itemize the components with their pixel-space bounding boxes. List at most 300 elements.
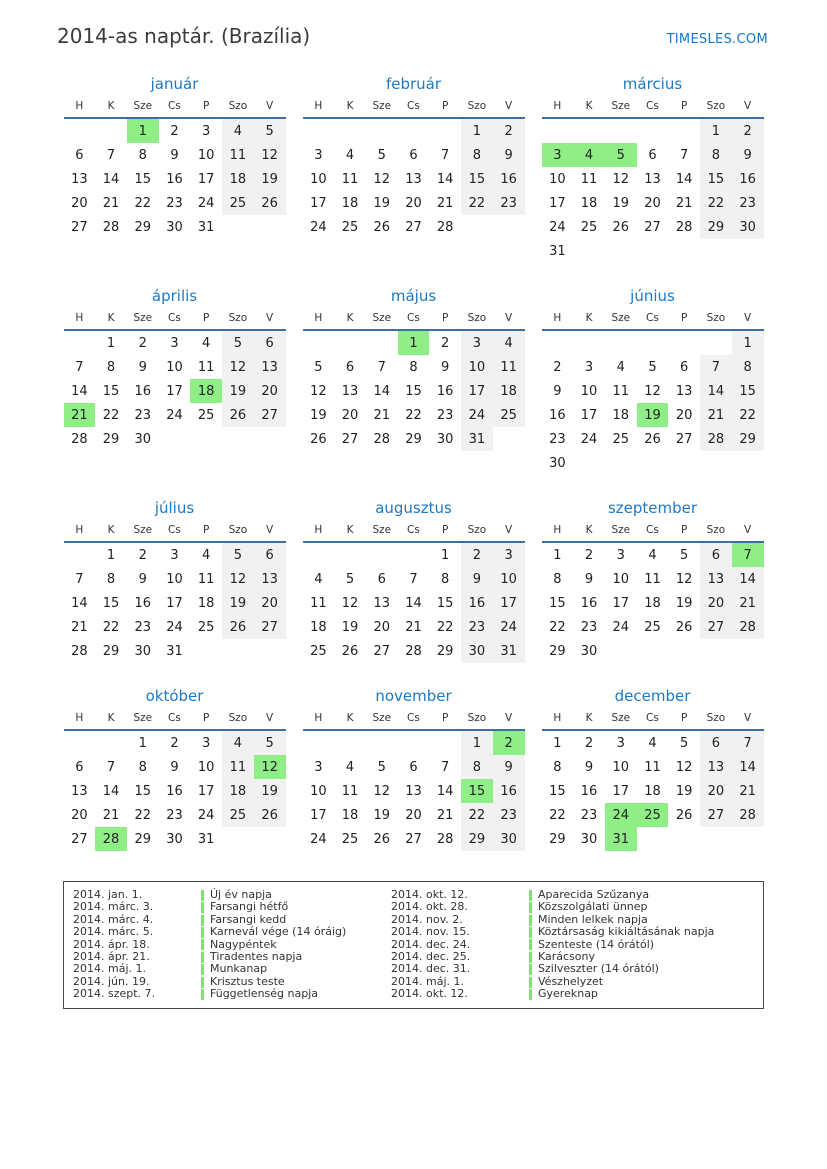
weekday-header: Szo [222, 312, 254, 330]
day-cell: 6 [409, 759, 418, 775]
empty-cell [700, 330, 732, 355]
weekday-header: H [64, 712, 96, 730]
day-cell: 29 [700, 215, 732, 239]
empty-cell [605, 118, 637, 143]
month-grid [64, 100, 286, 239]
day-cell: 1 [461, 118, 493, 143]
weekday-header: Cs [159, 100, 191, 118]
month-december [542, 687, 764, 851]
day-cell: 5 [254, 730, 286, 755]
day-cell: 29 [405, 431, 422, 447]
month-grid [542, 100, 764, 263]
day-cell: 19 [675, 783, 693, 799]
holiday-date: 2014. márc. 5. [73, 925, 154, 939]
day-cell: 8 [106, 571, 116, 587]
weekday-header: Szo [222, 524, 254, 542]
page-title: 2014-as naptár. (Brazília) [57, 24, 311, 48]
empty-cell [190, 639, 222, 663]
day-cell: 24 [461, 403, 493, 427]
day-cell: 3 [202, 123, 211, 139]
day-cell: 14 [700, 379, 732, 403]
holiday-marker-icon [201, 915, 204, 926]
day-cell: 16 [549, 407, 566, 423]
day-cell: 17 [310, 807, 327, 823]
day-cell: 18 [341, 195, 359, 211]
holiday-name: Aparecida Szűzanya [529, 889, 649, 901]
day-cell: 6 [700, 730, 732, 755]
day-cell: 20 [405, 807, 422, 823]
day-cell: 25 [197, 407, 215, 423]
day-cell: 5 [314, 359, 323, 375]
day-cell: 2 [553, 359, 562, 375]
weekday-header: H [542, 712, 574, 730]
legend-col-left [64, 889, 391, 1001]
day-cell: 20 [700, 779, 732, 803]
day-cell: 30 [580, 643, 598, 659]
day-cell: 23 [166, 807, 183, 823]
day-cell: 20 [644, 195, 661, 211]
day-cell: 1 [138, 735, 147, 751]
legend-row [391, 926, 763, 938]
day-cell: 22 [436, 619, 454, 635]
day-cell: 30 [580, 831, 598, 847]
day-cell: 24 [612, 619, 630, 635]
day-cell: 14 [732, 567, 764, 591]
day-cell: 17 [197, 783, 215, 799]
day-cell: 31 [493, 639, 525, 663]
day-cell: 13 [341, 383, 359, 399]
empty-cell [573, 451, 605, 475]
day-cell: 7 [732, 730, 764, 755]
weekday-header: Cs [398, 712, 430, 730]
day-cell: 8 [461, 755, 493, 779]
day-cell: 24 [166, 407, 183, 423]
day-cell: 6 [345, 359, 355, 375]
holiday-name: Karácsony [529, 951, 595, 963]
day-cell: 23 [436, 407, 454, 423]
day-cell: 27 [700, 615, 732, 639]
day-cell: 30 [493, 827, 525, 851]
empty-cell [573, 239, 605, 263]
day-cell: 9 [138, 359, 147, 375]
day-cell: 11 [644, 759, 661, 775]
day-cell: 4 [202, 547, 211, 563]
weekday-header: V [493, 312, 525, 330]
weekday-header: Cs [159, 524, 191, 542]
weekday-header: V [732, 524, 764, 542]
day-cell: 15 [102, 383, 120, 399]
day-cell: 23 [134, 407, 152, 423]
weekday-header: Cs [637, 524, 669, 542]
day-cell: 5 [222, 330, 254, 355]
day-cell: 11 [612, 383, 630, 399]
day-cell: 21 [373, 407, 391, 423]
weekday-header: Sze [605, 712, 637, 730]
day-cell: 25 [580, 219, 598, 235]
day-cell: 13 [644, 171, 661, 187]
day-cell: 7 [106, 147, 116, 163]
day-cell: 16 [580, 595, 598, 611]
holiday-marker-icon [529, 952, 532, 963]
day-cell: 27 [675, 431, 693, 447]
day-cell: 27 [254, 403, 286, 427]
day-cell: 10 [493, 567, 525, 591]
weekday-header: H [542, 100, 574, 118]
weekday-header: Sze [366, 712, 398, 730]
day-cell: 26 [373, 219, 391, 235]
day-cell: 11 [222, 755, 254, 779]
month-grid [303, 712, 525, 851]
day-cell: 3 [616, 735, 625, 751]
day-cell: 4 [648, 735, 657, 751]
holiday-marker-icon [529, 915, 532, 926]
weekday-header: Sze [366, 100, 398, 118]
holiday-date: 2014. máj. 1. [73, 962, 146, 976]
day-cell: 1 [732, 330, 764, 355]
day-cell: 4 [345, 759, 355, 775]
day-cell: 8 [409, 359, 418, 375]
day-cell: 15 [405, 383, 422, 399]
day-cell: 4 [314, 571, 323, 587]
day-cell: 2 [461, 542, 493, 567]
site-link[interactable]: TIMESLES.COM [666, 32, 768, 47]
weekday-header: K [95, 712, 127, 730]
day-cell: 8 [138, 759, 147, 775]
weekday-header: P [668, 524, 700, 542]
day-cell: 15 [732, 379, 764, 403]
empty-cell [732, 239, 764, 263]
day-cell: 15 [461, 779, 493, 803]
empty-cell [254, 639, 286, 663]
month-szeptember [542, 499, 764, 663]
month-február [303, 75, 525, 239]
month-grid [64, 312, 286, 451]
day-cell: 22 [549, 619, 566, 635]
day-cell: 5 [254, 118, 286, 143]
holiday-marker-icon [201, 890, 204, 901]
day-cell: 5 [222, 542, 254, 567]
weekday-header: Szo [222, 712, 254, 730]
day-cell: 4 [222, 730, 254, 755]
empty-cell [461, 215, 493, 239]
holiday-name: Karnevál vége (14 óráig) [201, 926, 346, 938]
day-cell: 1 [441, 547, 450, 563]
month-grid [542, 524, 764, 663]
day-cell: 4 [202, 335, 211, 351]
month-title: július [154, 499, 195, 517]
empty-cell [222, 215, 254, 239]
empty-cell [605, 639, 637, 663]
empty-cell [429, 730, 461, 755]
holiday-date: 2014. okt. 12. [391, 888, 468, 901]
day-cell: 28 [71, 643, 88, 659]
day-cell: 21 [102, 807, 120, 823]
day-cell: 13 [373, 595, 391, 611]
weekday-header: Cs [637, 312, 669, 330]
day-cell: 15 [549, 595, 566, 611]
holiday-date: 2014. máj. 1. [391, 974, 464, 988]
weekday-header: K [95, 312, 127, 330]
holiday-marker-icon [201, 989, 204, 1000]
month-title: augusztus [375, 499, 452, 517]
day-cell: 24 [197, 195, 215, 211]
day-cell: 4 [345, 147, 355, 163]
day-cell: 27 [405, 219, 422, 235]
empty-cell [732, 827, 764, 851]
holiday-name: Vészhelyzet [529, 976, 603, 988]
day-cell: 10 [612, 571, 630, 587]
day-cell: 7 [680, 147, 689, 163]
day-cell: 14 [71, 595, 88, 611]
weekday-header: P [668, 100, 700, 118]
day-cell: 12 [254, 143, 286, 167]
day-cell: 26 [341, 643, 359, 659]
weekday-header: Cs [398, 524, 430, 542]
day-cell: 2 [584, 547, 594, 563]
day-cell: 2 [170, 123, 179, 139]
day-cell: 7 [377, 359, 386, 375]
day-cell: 29 [134, 831, 152, 847]
day-cell: 10 [549, 171, 566, 187]
holiday-date: 2014. márc. 4. [73, 912, 154, 926]
day-cell: 3 [461, 330, 493, 355]
day-cell: 24 [197, 807, 215, 823]
day-cell: 23 [580, 807, 598, 823]
day-cell: 5 [648, 359, 657, 375]
day-cell: 16 [134, 595, 152, 611]
month-title: október [145, 687, 204, 705]
holiday-date: 2014. dec. 31. [391, 962, 471, 976]
day-cell: 13 [254, 567, 286, 591]
day-cell: 31 [605, 827, 637, 851]
day-cell: 30 [166, 831, 183, 847]
empty-cell [254, 427, 286, 451]
weekday-header: K [573, 524, 605, 542]
day-cell: 3 [202, 735, 211, 751]
day-cell: 16 [436, 383, 454, 399]
holiday-name: Gyereknap [529, 988, 598, 1000]
day-cell: 1 [461, 730, 493, 755]
day-cell: 19 [373, 807, 391, 823]
day-cell: 18 [197, 595, 215, 611]
day-cell: 20 [341, 407, 359, 423]
day-cell: 1 [106, 335, 116, 351]
month-title: május [390, 287, 437, 305]
day-cell: 20 [405, 195, 422, 211]
day-cell: 30 [549, 455, 566, 471]
legend-col-right [391, 889, 763, 1001]
day-cell: 28 [71, 431, 88, 447]
day-cell: 23 [493, 803, 525, 827]
weekday-header: Sze [605, 100, 637, 118]
day-cell: 19 [222, 591, 254, 615]
day-cell: 8 [553, 571, 562, 587]
day-cell: 15 [461, 167, 493, 191]
holiday-name: Új év napja [201, 889, 272, 901]
day-cell: 12 [222, 355, 254, 379]
empty-cell [605, 239, 637, 263]
day-cell: 12 [222, 567, 254, 591]
day-cell: 29 [549, 643, 566, 659]
legend-row [73, 988, 391, 1000]
day-cell: 22 [102, 407, 120, 423]
weekday-header: H [64, 524, 96, 542]
day-cell: 9 [584, 571, 594, 587]
day-cell: 16 [580, 783, 598, 799]
day-cell: 28 [436, 831, 454, 847]
weekday-header: Szo [461, 524, 493, 542]
day-cell: 22 [405, 407, 422, 423]
day-cell: 3 [170, 335, 179, 351]
empty-cell [190, 427, 222, 451]
day-cell: 1 [398, 330, 430, 355]
weekday-header: H [64, 312, 96, 330]
holiday-date: 2014. dec. 24. [391, 937, 471, 951]
day-cell: 11 [341, 171, 359, 187]
empty-cell [700, 639, 732, 663]
day-cell: 22 [700, 191, 732, 215]
month-március [542, 75, 764, 263]
holiday-date: 2014. nov. 2. [391, 912, 463, 926]
day-cell: 10 [612, 759, 630, 775]
day-cell: 16 [166, 783, 183, 799]
day-cell: 20 [700, 591, 732, 615]
day-cell: 12 [675, 571, 693, 587]
day-cell: 8 [138, 147, 147, 163]
day-cell: 22 [134, 195, 152, 211]
day-cell: 9 [170, 147, 179, 163]
day-cell: 13 [71, 783, 88, 799]
day-cell: 10 [166, 571, 183, 587]
weekday-header: V [254, 312, 286, 330]
day-cell: 8 [106, 359, 116, 375]
day-cell: 30 [732, 215, 764, 239]
weekday-header: V [254, 100, 286, 118]
day-cell: 29 [436, 643, 454, 659]
empty-cell [95, 730, 127, 755]
holiday-marker-icon [201, 952, 204, 963]
day-cell: 15 [102, 595, 120, 611]
day-cell: 15 [134, 171, 152, 187]
day-cell: 13 [405, 783, 422, 799]
empty-cell [334, 542, 366, 567]
day-cell: 28 [405, 643, 422, 659]
day-cell: 26 [373, 831, 391, 847]
empty-cell [542, 118, 574, 143]
day-cell: 24 [310, 831, 327, 847]
month-július [64, 499, 286, 663]
month-grid [303, 524, 525, 663]
day-cell: 21 [732, 779, 764, 803]
empty-cell [334, 730, 366, 755]
day-cell: 7 [732, 542, 764, 567]
weekday-header: P [429, 524, 461, 542]
day-cell: 6 [75, 759, 84, 775]
month-grid [303, 100, 525, 239]
day-cell: 10 [580, 383, 598, 399]
day-cell: 20 [71, 807, 88, 823]
day-cell: 23 [134, 619, 152, 635]
day-cell: 26 [644, 431, 661, 447]
day-cell: 5 [345, 571, 355, 587]
weekday-header: V [254, 712, 286, 730]
weekday-header: Szo [700, 712, 732, 730]
month-grid [64, 712, 286, 851]
day-cell: 8 [732, 355, 764, 379]
weekday-header: V [493, 524, 525, 542]
empty-cell [637, 451, 669, 475]
day-cell: 13 [405, 171, 422, 187]
holiday-marker-icon [201, 977, 204, 988]
holiday-name: Tiradentes napja [201, 951, 302, 963]
day-cell: 9 [732, 143, 764, 167]
weekday-header: P [190, 312, 222, 330]
weekday-header: P [668, 312, 700, 330]
weekday-header: K [573, 100, 605, 118]
holiday-marker-icon [201, 927, 204, 938]
empty-cell [254, 215, 286, 239]
day-cell: 15 [549, 783, 566, 799]
weekday-header: Sze [366, 524, 398, 542]
day-cell: 3 [584, 359, 594, 375]
empty-cell [637, 118, 669, 143]
weekday-header: V [493, 100, 525, 118]
day-cell: 18 [580, 195, 598, 211]
day-cell: 30 [166, 219, 183, 235]
day-cell: 7 [106, 759, 116, 775]
day-cell: 30 [436, 431, 454, 447]
day-cell: 21 [732, 591, 764, 615]
empty-cell [700, 239, 732, 263]
day-cell: 9 [584, 759, 594, 775]
day-cell: 18 [222, 779, 254, 803]
day-cell: 27 [405, 831, 422, 847]
day-cell: 6 [377, 571, 386, 587]
day-cell: 26 [310, 431, 327, 447]
day-cell: 3 [542, 143, 574, 167]
weekday-header: K [334, 712, 366, 730]
empty-cell [637, 827, 669, 851]
holiday-date: 2014. ápr. 21. [73, 950, 150, 964]
legend-row [73, 901, 391, 913]
day-cell: 25 [222, 803, 254, 827]
month-május [303, 287, 525, 451]
empty-cell [222, 639, 254, 663]
day-cell: 27 [71, 831, 88, 847]
day-cell: 21 [102, 195, 120, 211]
day-cell: 12 [254, 755, 286, 779]
weekday-header: H [303, 312, 335, 330]
day-cell: 1 [553, 735, 562, 751]
weekday-header: Sze [127, 524, 159, 542]
weekday-header: P [429, 712, 461, 730]
day-cell: 11 [222, 143, 254, 167]
day-cell: 14 [102, 171, 120, 187]
day-cell: 6 [409, 147, 418, 163]
day-cell: 26 [222, 615, 254, 639]
day-cell: 13 [700, 567, 732, 591]
day-cell: 31 [197, 831, 215, 847]
page-header [0, 0, 827, 48]
day-cell: 24 [493, 615, 525, 639]
weekday-header: H [64, 100, 96, 118]
day-cell: 8 [553, 759, 562, 775]
day-cell: 17 [310, 195, 327, 211]
weekday-header: K [334, 524, 366, 542]
day-cell: 14 [71, 383, 88, 399]
day-cell: 22 [461, 191, 493, 215]
holiday-name: Függetlenség napja [201, 988, 318, 1000]
